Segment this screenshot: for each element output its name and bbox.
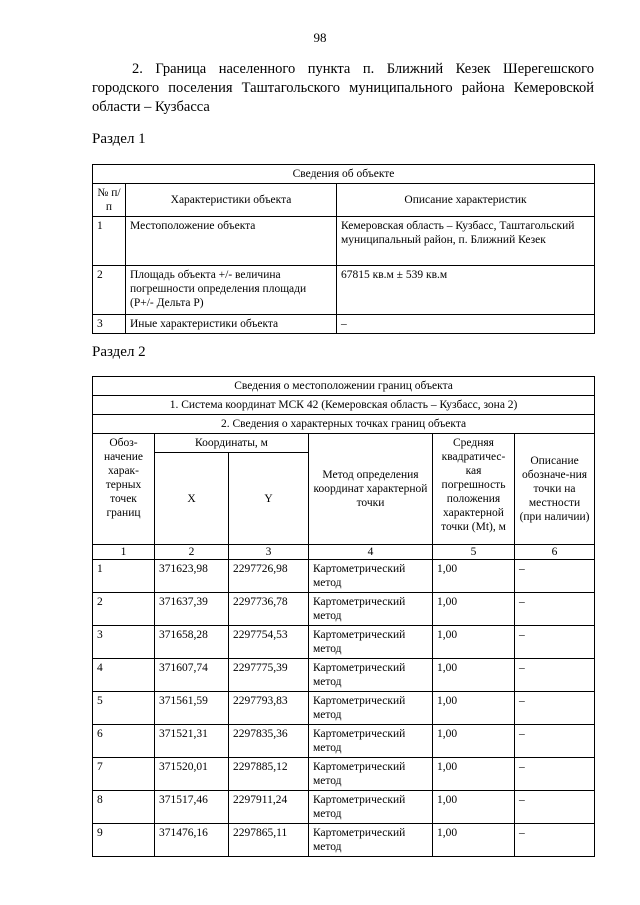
point-description: – [515,824,595,857]
accuracy: 1,00 [433,758,515,791]
table-row [93,725,595,758]
point-description: – [515,725,595,758]
coord-x: 371637,39 [155,593,229,626]
method: Картометрический метод [309,791,433,824]
method: Картометрический метод [309,824,433,857]
coordinate-system: 1. Система координат МСК 42 (Кемеровская область – Кузбасс, зона 2) [93,396,595,415]
table-row [93,626,595,659]
point-id: 8 [93,791,155,824]
point-description: – [515,626,595,659]
table-title: Сведения о местоположении границ объекта [93,377,595,396]
point-id: 5 [93,692,155,725]
document-heading: 2. Граница населенного пункта п. Ближний Кезек Шерегешского городского поселения Таштагольского муниципального района Кемеровской области – Кузбасса [92,61,594,115]
coord-x: 371517,46 [155,791,229,824]
point-description: – [515,593,595,626]
coord-y: 2297736,78 [229,593,309,626]
table-row [93,560,595,593]
table-row [93,692,595,725]
col-number: 3 [229,545,309,560]
coord-x: 371623,98 [155,560,229,593]
accuracy: 1,00 [433,593,515,626]
point-description: – [515,692,595,725]
header-description: Описание обозначе-ния точки на местности (при наличии) [515,434,595,545]
page-number: 98 [313,30,327,45]
point-description: – [515,659,595,692]
col-number: 5 [433,545,515,560]
point-id: 6 [93,725,155,758]
header-point: Обоз-начение харак-терных точек границ [93,434,155,545]
col-number: 2 [155,545,229,560]
coord-x: 371520,01 [155,758,229,791]
coord-y: 2297885,12 [229,758,309,791]
coord-x: 371476,16 [155,824,229,857]
table-row [93,593,595,626]
boundary-points-table [92,376,595,857]
accuracy: 1,00 [433,791,515,824]
coord-x: 371607,74 [155,659,229,692]
method: Картометрический метод [309,659,433,692]
point-description: – [515,791,595,824]
accuracy: 1,00 [433,824,515,857]
point-id: 1 [93,560,155,593]
coord-y: 2297911,24 [229,791,309,824]
accuracy: 1,00 [433,725,515,758]
accuracy: 1,00 [433,659,515,692]
table-row [93,217,595,266]
coord-y: 2297793,83 [229,692,309,725]
point-id: 4 [93,659,155,692]
method: Картометрический метод [309,560,433,593]
table-row [93,659,595,692]
method: Картометрический метод [309,725,433,758]
section-1-label: Раздел 1 [92,131,146,147]
point-id: 7 [93,758,155,791]
row-description: 67815 кв.м ± 539 кв.м [337,266,595,315]
row-description: Кемеровская область – Кузбасс, Таштагольский муниципальный район, п. Ближний Кезек [337,217,595,266]
section-2-label: Раздел 2 [92,344,146,360]
table-row [93,266,595,315]
point-id: 2 [93,593,155,626]
object-info-table [92,164,595,334]
point-description: – [515,758,595,791]
method: Картометрический метод [309,758,433,791]
row-number: 2 [93,266,126,315]
accuracy: 1,00 [433,626,515,659]
table-title: Сведения об объекте [93,165,595,184]
table-row [93,824,595,857]
accuracy: 1,00 [433,560,515,593]
header-y: Y [229,453,309,545]
point-id: 3 [93,626,155,659]
coord-x: 371658,28 [155,626,229,659]
coord-x: 371521,31 [155,725,229,758]
col-number: 6 [515,545,595,560]
accuracy: 1,00 [433,692,515,725]
header-characteristics: Характеристики объекта [126,184,337,217]
coord-y: 2297865,11 [229,824,309,857]
row-description: – [337,315,595,334]
row-name: Местоположение объекта [126,217,337,266]
coord-y: 2297835,36 [229,725,309,758]
header-number: № п/п [93,184,126,217]
method: Картометрический метод [309,692,433,725]
header-coords: Координаты, м [155,434,309,453]
col-number: 4 [309,545,433,560]
row-name: Площадь объекта +/- величина погрешности определения площади (Р+/- Дельта Р) [126,266,337,315]
coord-y: 2297726,98 [229,560,309,593]
table-row [93,791,595,824]
col-number: 1 [93,545,155,560]
table-row [93,315,595,334]
header-description: Описание характеристик [337,184,595,217]
row-name: Иные характеристики объекта [126,315,337,334]
header-method: Метод определения координат характерной точки [309,434,433,545]
header-accuracy: Средняя квадратичес-кая погрешность положения характерной точки (Mt), м [433,434,515,545]
method: Картометрический метод [309,593,433,626]
coord-x: 371561,59 [155,692,229,725]
row-number: 1 [93,217,126,266]
points-subtitle: 2. Сведения о характерных точках границ объекта [93,415,595,434]
coord-y: 2297775,39 [229,659,309,692]
coord-y: 2297754,53 [229,626,309,659]
point-id: 9 [93,824,155,857]
row-number: 3 [93,315,126,334]
point-description: – [515,560,595,593]
header-x: X [155,453,229,545]
method: Картометрический метод [309,626,433,659]
table-row [93,758,595,791]
